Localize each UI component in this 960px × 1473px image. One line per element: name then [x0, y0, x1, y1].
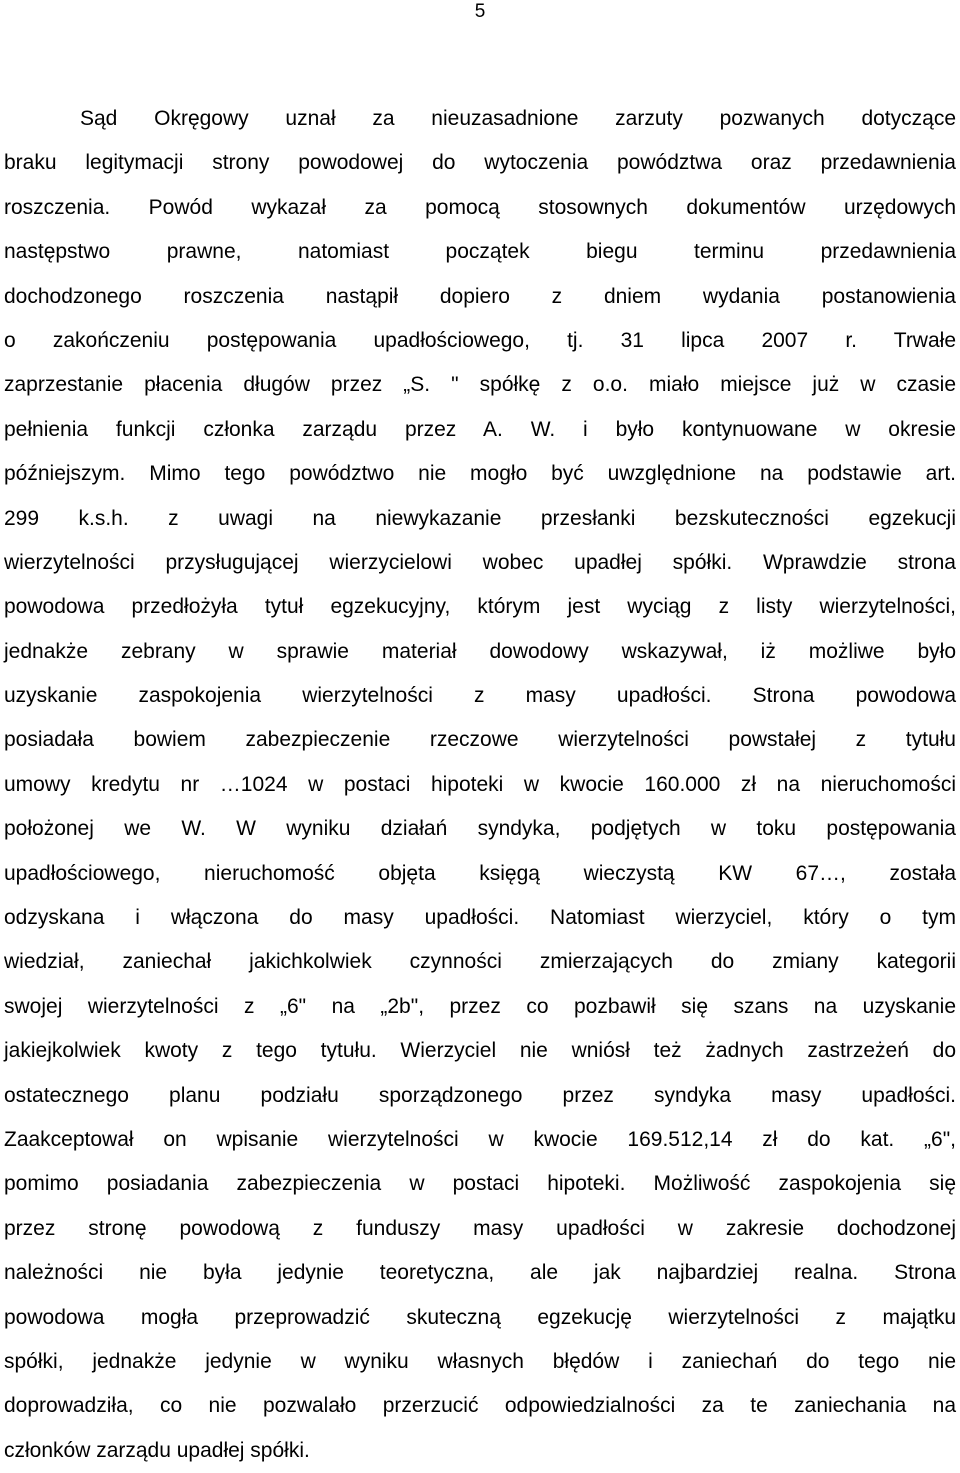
- text-line: położonej we W. W wyniku działań syndyka, podjętych w toku postępowania: [4, 817, 956, 841]
- text-line: powodowa mogła przeprowadzić skuteczną egzekucję wierzytelności z majątku: [4, 1305, 956, 1329]
- text-line: uzyskanie zaspokojenia wierzytelności z masy upadłości. Strona powodowa: [4, 684, 956, 708]
- text-line: o zakończeniu postępowania upadłościowego, tj. 31 lipca 2007 r. Trwałe: [4, 328, 956, 352]
- text-line: pełnienia funkcji członka zarządu przez A. W. i było kontynuowane w okresie: [4, 417, 956, 441]
- document-paragraph: [4, 97, 956, 1473]
- text-line: roszczenia. Powód wykazał za pomocą stosownych dokumentów urzędowych: [4, 195, 956, 219]
- text-line: członków zarządu upadłej spółki.: [4, 1438, 310, 1462]
- text-line: spółki, jednakże jedynie w wyniku własnych błędów i zaniechań do tego nie: [4, 1349, 956, 1373]
- text-line: Zaakceptował on wpisanie wierzytelności w kwocie 169.512,14 zł do kat. „6",: [4, 1127, 956, 1151]
- text-line: [4, 97, 956, 141]
- text-line: jednakże zebrany w sprawie materiał dowodowy wskazywał, iż możliwe było: [4, 639, 956, 663]
- text-line: ostatecznego planu podziału sporządzonego przez syndyka masy upadłości.: [4, 1083, 956, 1107]
- page-number: 5: [474, 1, 486, 22]
- text-line: upadłościowego, nieruchomość objęta księgą wieczystą KW 67…, została: [4, 861, 956, 885]
- text-line: należności nie była jedynie teoretyczna, ale jak najbardziej realna. Strona: [4, 1261, 956, 1285]
- text-line: przez stronę powodową z funduszy masy upadłości w zakresie dochodzonej: [4, 1216, 956, 1240]
- text-line: następstwo prawne, natomiast początek biegu terminu przedawnienia: [4, 240, 956, 264]
- text-line: doprowadziła, co nie pozwalało przerzucić odpowiedzialności za te zaniechania na: [4, 1394, 956, 1418]
- text-line: swojej wierzytelności z „6" na „2b", przez co pozbawił się szans na uzyskanie: [4, 994, 956, 1018]
- text-line: powodowa przedłożyła tytuł egzekucyjny, którym jest wyciąg z listy wierzytelności,: [4, 595, 956, 619]
- text-line: odzyskana i włączona do masy upadłości. Natomiast wierzyciel, który o tym: [4, 906, 956, 930]
- text-line: braku legitymacji strony powodowej do wytoczenia powództwa oraz przedawnienia: [4, 151, 956, 175]
- text-line-content: Sąd Okręgowy uznał za nieuzasadnione zarzuty pozwanych dotyczące: [80, 107, 956, 130]
- text-line: dochodzonego roszczenia nastąpił dopiero z dniem wydania postanowienia: [4, 284, 956, 308]
- text-line: wiedział, zaniechał jakichkolwiek czynności zmierzających do zmiany kategorii: [4, 950, 956, 974]
- text-line: umowy kredytu nr …1024 w postaci hipoteki w kwocie 160.000 zł na nieruchomości: [4, 772, 956, 796]
- text-line: pomimo posiadania zabezpieczenia w postaci hipoteki. Możliwość zaspokojenia się: [4, 1172, 956, 1196]
- text-line: 299 k.s.h. z uwagi na niewykazanie przesłanki bezskuteczności egzekucji: [4, 506, 956, 530]
- text-line: jakiejkolwiek kwoty z tego tytułu. Wierzyciel nie wniósł też żadnych zastrzeżeń do: [4, 1039, 956, 1063]
- text-line: posiadała bowiem zabezpieczenie rzeczowe wierzytelności powstałej z tytułu: [4, 728, 956, 752]
- text-line: późniejszym. Mimo tego powództwo nie mogło być uwzględnione na podstawie art.: [4, 462, 956, 486]
- text-line: wierzytelności przysługującej wierzycielowi wobec upadłej spółki. Wprawdzie strona: [4, 550, 956, 574]
- text-line: zaprzestanie płacenia długów przez „S. " spółkę z o.o. miało miejsce już w czasie: [4, 373, 956, 397]
